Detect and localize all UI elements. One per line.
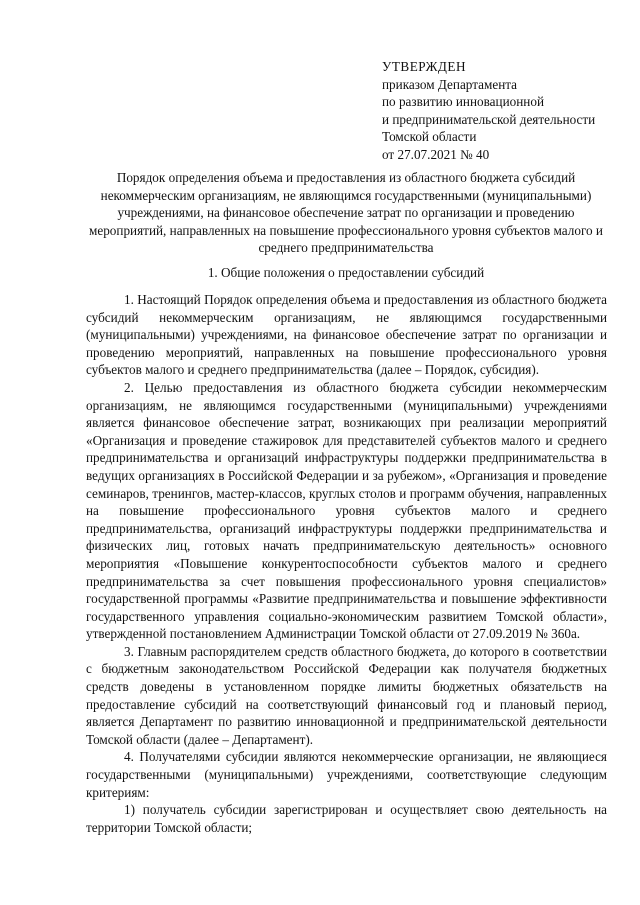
paragraph-1: 1. Настоящий Порядок определения объема и предоставления из областного бюджета субсидий некоммерческим организациям, не являющимся государственными (муниципальными) учреждениями, на финансовое обеспечение затрат по организации и проведению мероприятий, направленных на повышение профессионального уровня субъектов малого и среднего предпринимательства (далее – Порядок, субсидия). [86,292,607,378]
document-title-line: мероприятий, направленных на повышение профессионального уровня субъектов малого и [89,222,603,238]
document-title [86,169,606,257]
document-title-line: среднего предпринимательства [258,240,434,256]
approval-block [382,58,622,164]
document-body [86,291,607,836]
approval-line: Томской области [382,129,477,145]
approval-date-line: от 27.07.2021 № 40 [382,146,490,162]
paragraph-2: 2. Целью предоставления из областного бюджета субсидии некоммерческим организациям, не являющимся государственными (муниципальными) учреждениями является финансовое обеспечение затрат, возникающих при реализации мероприятий «Организация и проведение стажировок для представителей субъектов малого и среднего предпринимательства и организаций инфраструктуры поддержки предпринимательства в ведущих организациях в Российской Федерации и за рубежом», «Организация и проведение семинаров, тренингов, мастер-классов, круглых столов и программ обучения, направленных на повышение профессионального уровня субъектов малого и среднего предпринимательства, организаций инфраструктуры поддержки предпринимательства и физических лиц, готовых начать предпринимательскую деятельность» основного мероприятия «Повышение конкурентоспособности субъектов малого и среднего предпринимательства за счет повышения профессионального уровня специалистов» государственной программы «Развитие предпринимательства и повышение эффективности государственного управления социально-экономическим развитием Томской области», утвержденной постановлением Администрации Томской области от 27.09.2019 № 360а. [86,379,607,642]
approval-line: и предпринимательской деятельности [382,111,596,127]
paragraph-4-item-1: 1) получатель субсидии зарегистрирован и осуществляет свою деятельность на территории Томской области; [86,802,607,835]
paragraph-4: 4. Получателями субсидии являются некоммерческие организации, не являющиеся государственными (муниципальными) учреждениями, соответствующие следующим критериям: [86,749,607,800]
document-title-line: Порядок определения объема и предоставления из областного бюджета субсидий [116,170,576,185]
document-title-line: учреждениями, на финансовое обеспечение затрат по организации и проведению [117,205,575,221]
paragraph-3: 3. Главным распорядителем средств областного бюджета, до которого в соответствии с бюджетным законодательством Российской Федерации как получателя бюджетных средств доведены в установленном порядке лимиты бюджетных обязательств на предоставление субсидий на соответствующий финансовый год и плановый период, является Департамент по развитию инновационной и предпринимательской деятельности Томской области (далее – Департамент). [86,643,607,747]
approval-title: УТВЕРЖДЕН [382,59,467,74]
section-heading: 1. Общие положения о предоставлении субсидий [207,265,485,280]
document-title-line: некоммерческим организациям, не являющимся государственными (муниципальными) [100,187,592,203]
approval-line: приказом Департамента [382,76,518,92]
approval-line: по развитию инновационной [382,94,545,110]
